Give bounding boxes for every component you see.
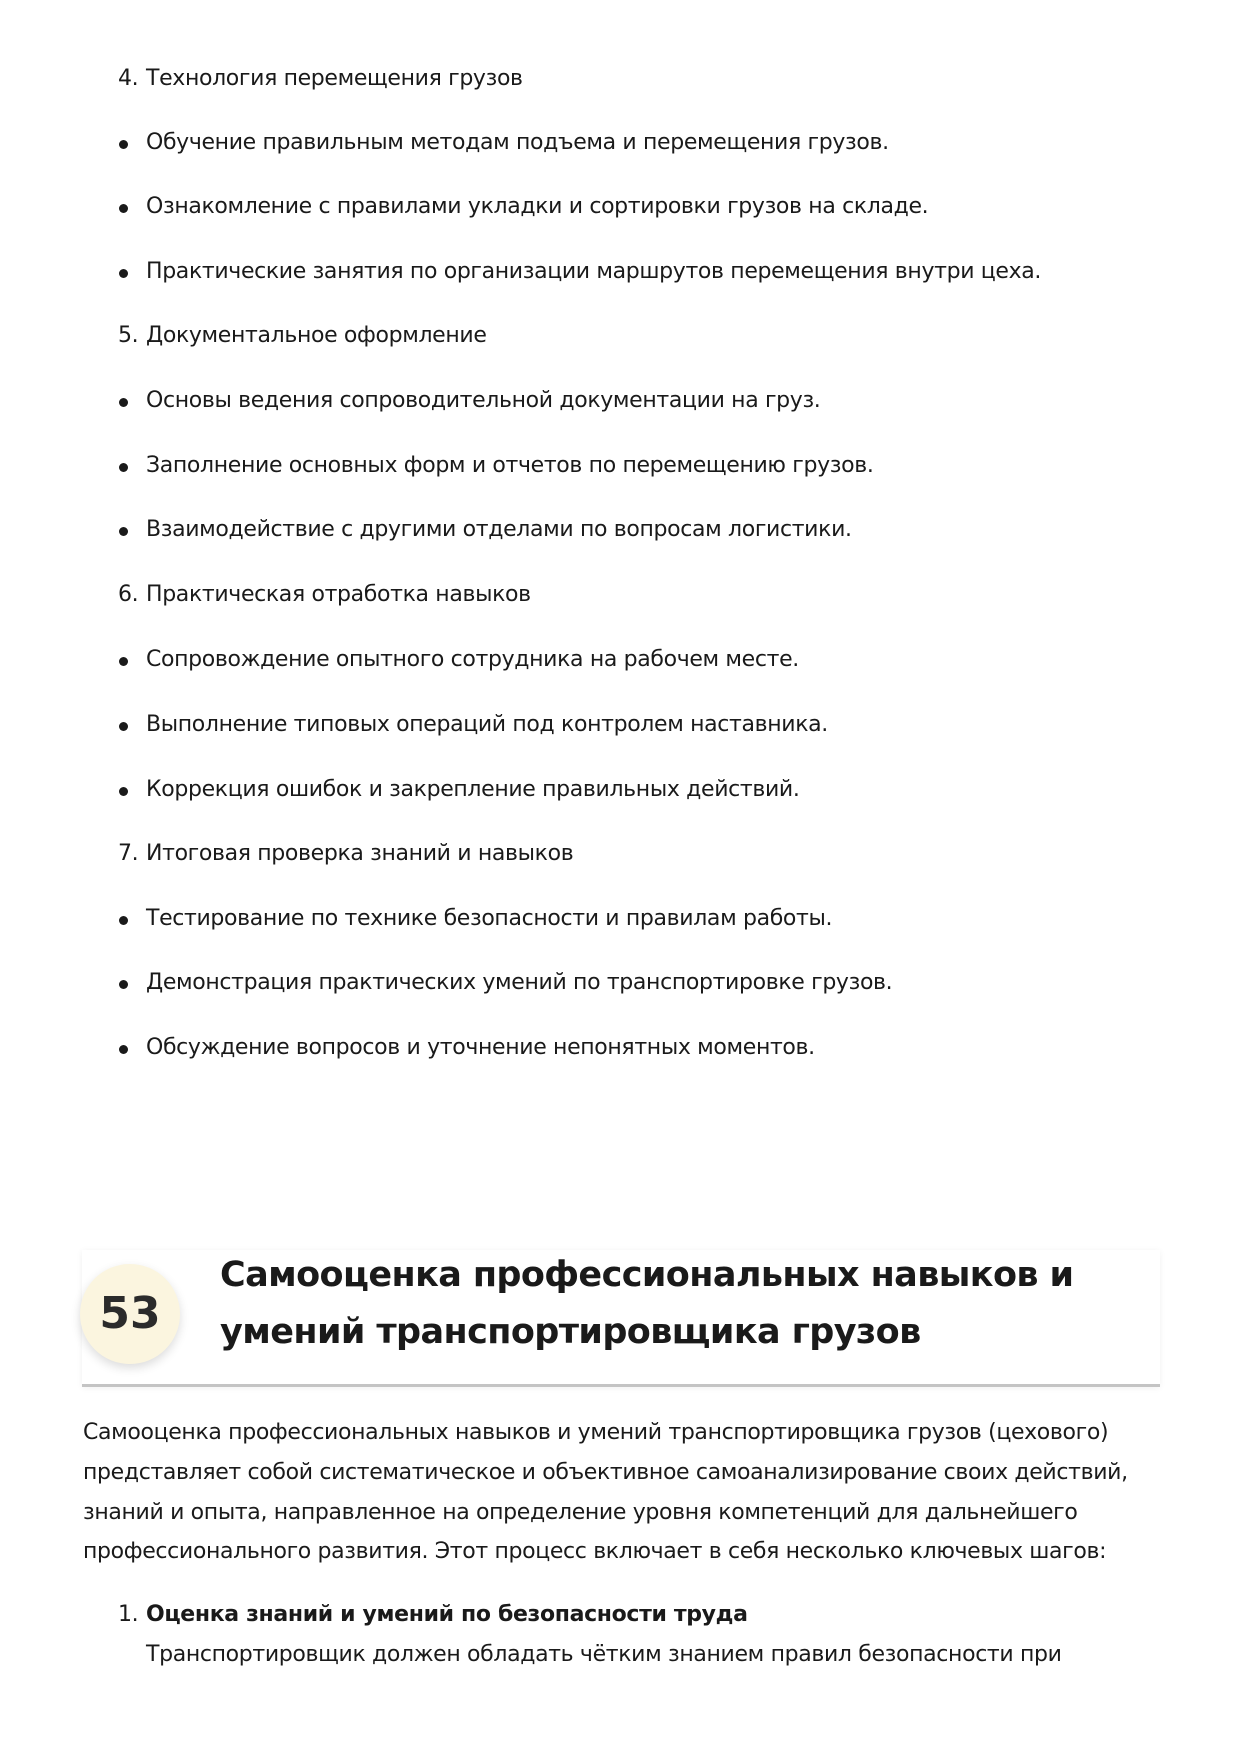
list-item: Обучение правильным методам подъема и перемещения грузов. xyxy=(146,130,889,155)
chapter-title-line: умений транспортировщика грузов xyxy=(220,1312,921,1352)
list-item: Основы ведения сопроводительной документации на груз. xyxy=(146,388,821,413)
list-item: Заполнение основных форм и отчетов по перемещению грузов. xyxy=(146,453,874,478)
bullet-dot xyxy=(119,269,128,278)
bullet-dot xyxy=(119,657,128,666)
bullet-dot xyxy=(119,140,128,149)
bullet-dot xyxy=(119,527,128,536)
paragraph-line: представляет собой систематическое и объективное самоанализирование своих действий, xyxy=(83,1460,1128,1485)
section-title: Практическая отработка навыков xyxy=(146,582,531,607)
section-title: Документальное оформление xyxy=(146,323,487,348)
list-item: Практические занятия по организации маршрутов перемещения внутри цеха. xyxy=(146,259,1042,284)
step-text: Транспортировщик должен обладать чётким знанием правил безопасности при xyxy=(146,1642,1062,1667)
bullet-dot xyxy=(119,722,128,731)
bullet-dot xyxy=(119,916,128,925)
section-title: Технология перемещения грузов xyxy=(146,66,523,91)
list-item: Ознакомление с правилами укладки и сортировки грузов на складе. xyxy=(146,194,929,219)
list-item: Обсуждение вопросов и уточнение непонятных моментов. xyxy=(146,1035,815,1060)
section-title: Итоговая проверка знаний и навыков xyxy=(146,841,574,866)
bullet-dot xyxy=(119,1045,128,1054)
step-title: Оценка знаний и умений по безопасности труда xyxy=(146,1602,748,1627)
chapter-title-line: Самооценка профессиональных навыков и xyxy=(220,1255,1074,1295)
list-item: Демонстрация практических умений по транспортировке грузов. xyxy=(146,970,893,995)
list-item: Взаимодействие с другими отделами по вопросам логистики. xyxy=(146,517,852,542)
bullet-dot xyxy=(119,980,128,989)
list-item: Коррекция ошибок и закрепление правильных действий. xyxy=(146,777,800,802)
bullet-dot xyxy=(119,463,128,472)
paragraph-line: Самооценка профессиональных навыков и умений транспортировщика грузов (цехового) xyxy=(83,1420,1109,1445)
list-item: Сопровождение опытного сотрудника на рабочем месте. xyxy=(146,647,799,672)
chapter-number-badge: 53 xyxy=(80,1264,180,1364)
list-item: Тестирование по технике безопасности и правилам работы. xyxy=(146,906,833,931)
list-item: Выполнение типовых операций под контролем наставника. xyxy=(146,712,828,737)
bullet-dot xyxy=(119,204,128,213)
step-number: 1. xyxy=(118,1602,139,1627)
section-number: 5. xyxy=(118,323,139,348)
section-number: 7. xyxy=(118,841,139,866)
section-number: 6. xyxy=(118,582,139,607)
bullet-dot xyxy=(119,787,128,796)
paragraph-line: знаний и опыта, направленное на определение уровня компетенций для дальнейшего xyxy=(83,1500,1078,1525)
bullet-dot xyxy=(119,398,128,407)
paragraph-line: профессионального развития. Этот процесс включает в себя несколько ключевых шагов: xyxy=(83,1539,1107,1564)
section-number: 4. xyxy=(118,66,139,91)
